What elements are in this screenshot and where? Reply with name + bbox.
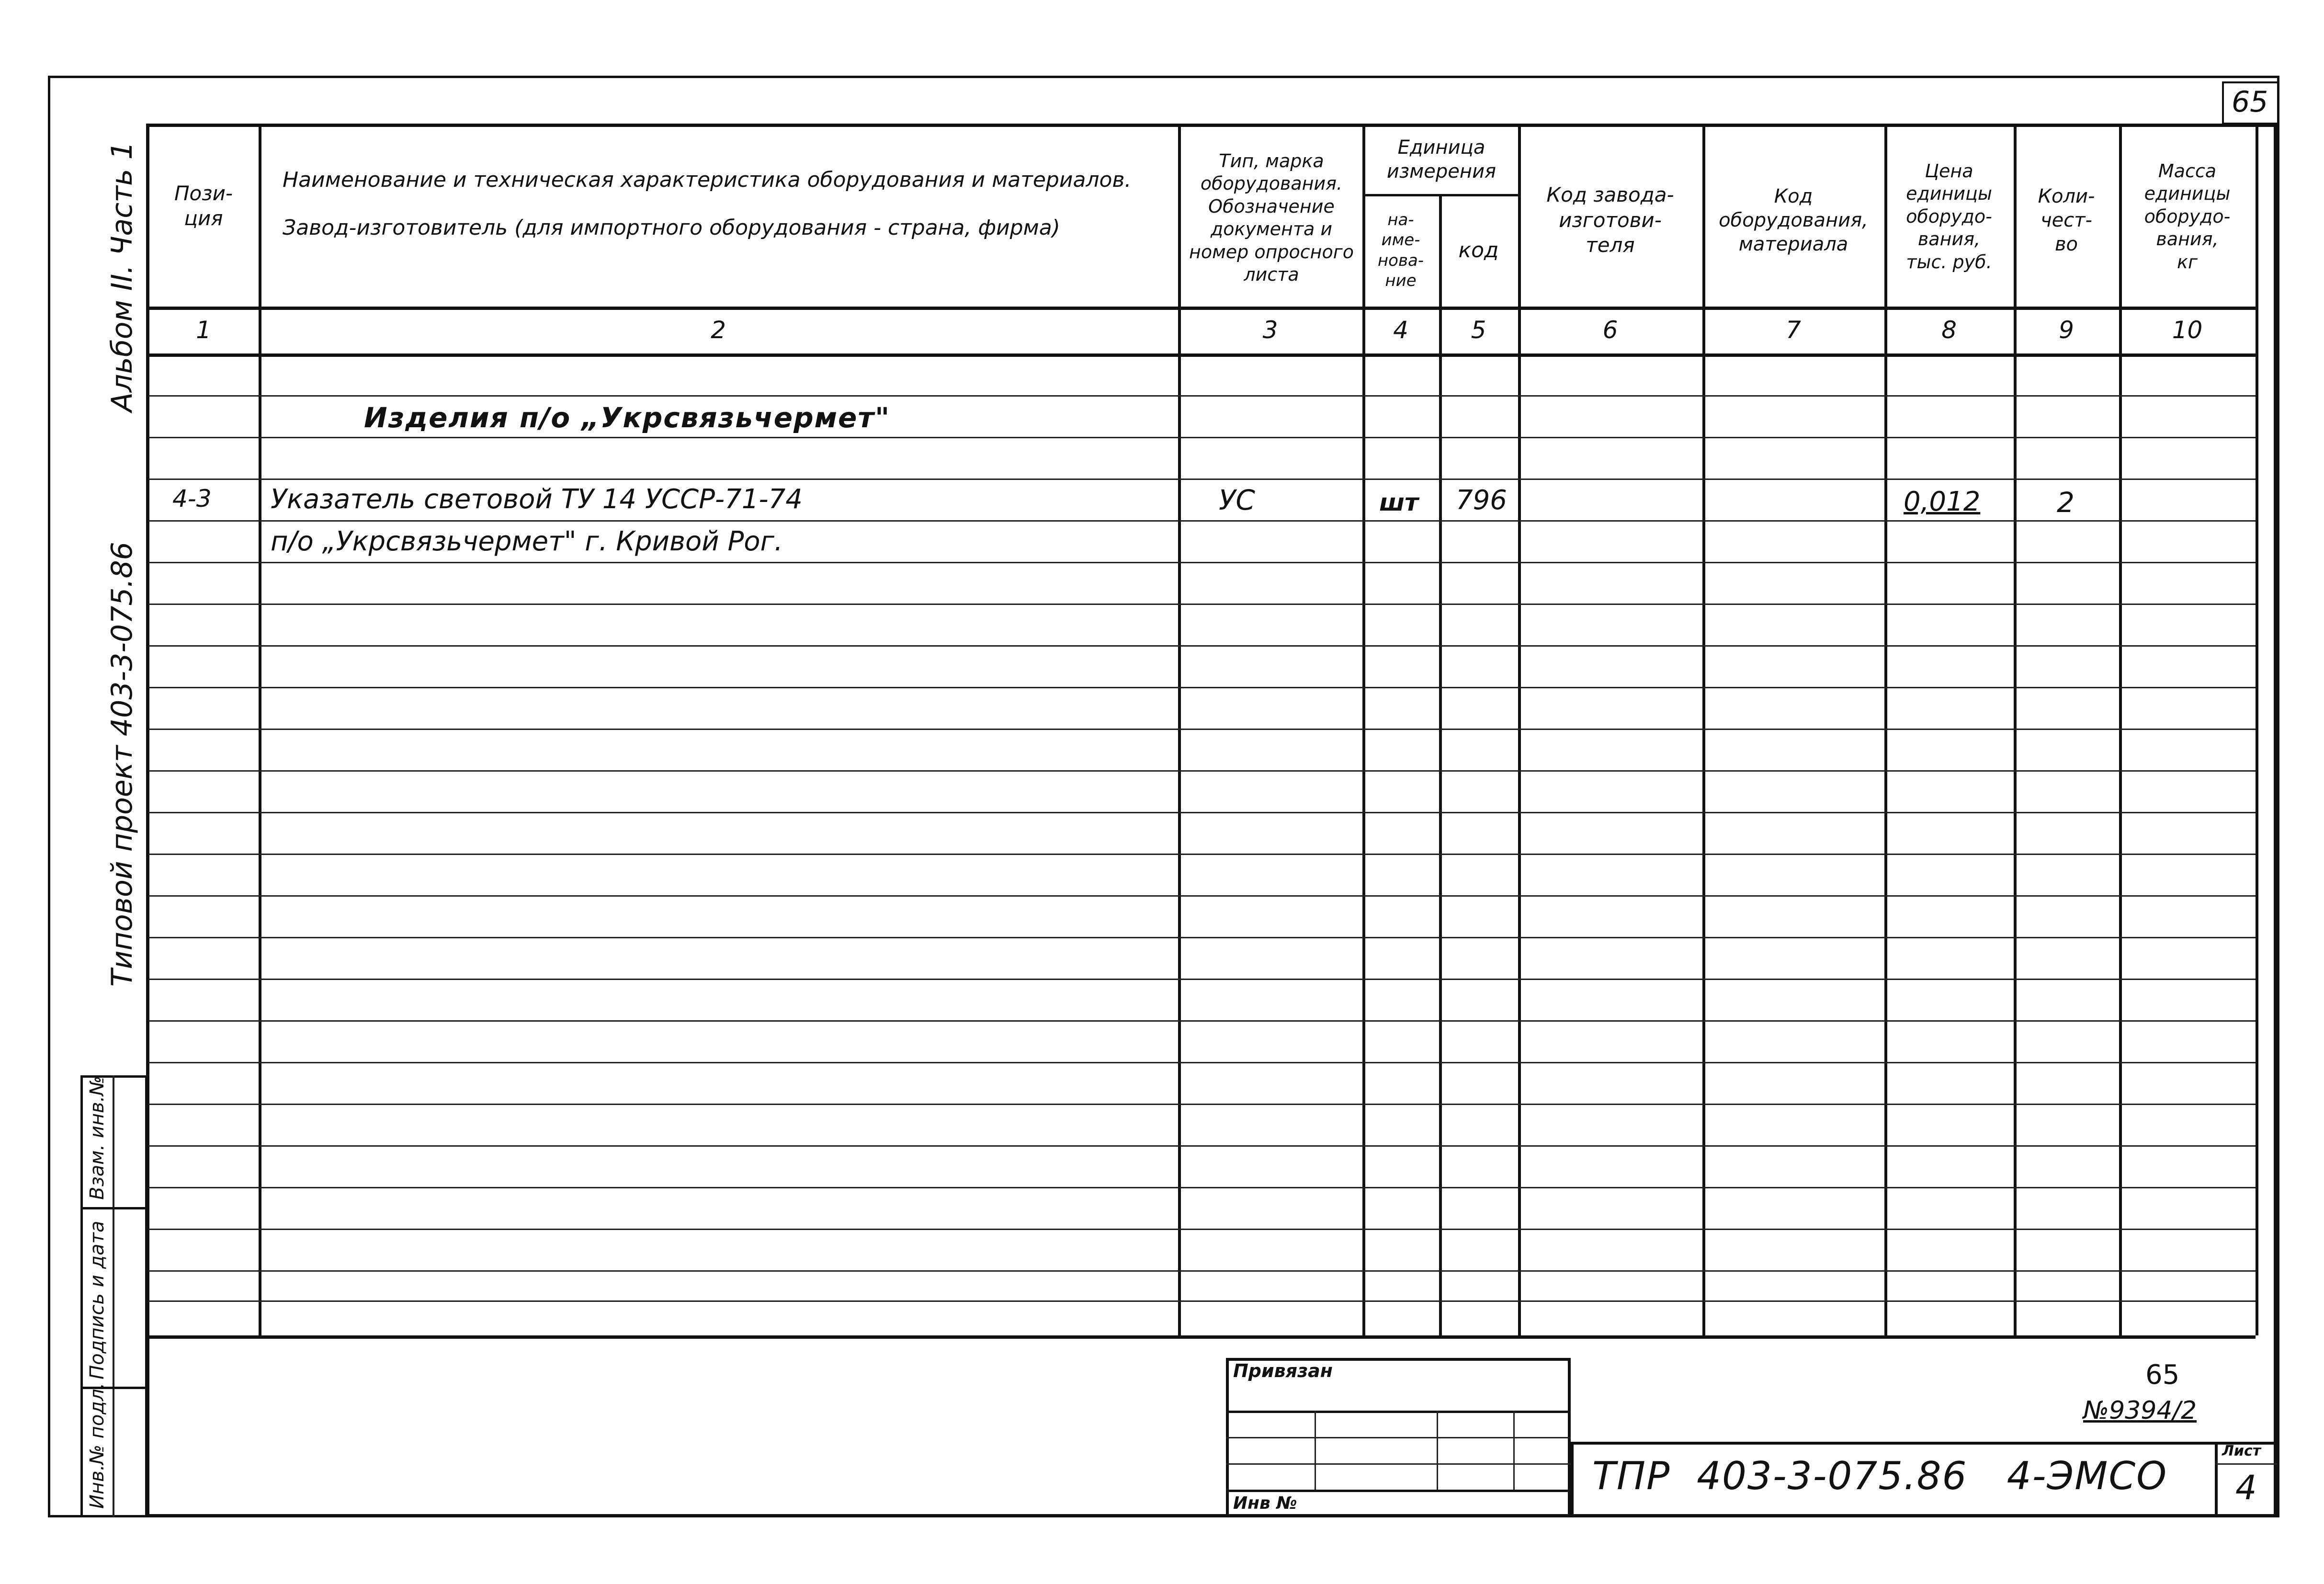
col-number-3: 3 bbox=[1262, 316, 1278, 344]
row-line-20 bbox=[148, 1187, 2256, 1188]
table-col-line-10 bbox=[2256, 124, 2258, 1335]
col-number-9: 9 bbox=[2059, 316, 2074, 344]
row-line-2 bbox=[148, 437, 2256, 438]
row-line-9 bbox=[148, 729, 2256, 730]
col-number-5: 5 bbox=[1471, 316, 1486, 344]
row-line-8 bbox=[148, 687, 2256, 688]
col-number-7: 7 bbox=[1786, 316, 1801, 344]
row-line-16 bbox=[148, 1020, 2256, 1022]
header-factory-code: Код завода- изготови- теля bbox=[1546, 183, 1674, 257]
corner-sheet-number: 65 bbox=[2232, 85, 2268, 119]
row-line-10 bbox=[148, 770, 2256, 772]
header-unit-code: код bbox=[1458, 238, 1499, 262]
header-unit-name: на- име- нова- ние bbox=[1377, 210, 1424, 290]
col-number-6: 6 bbox=[1602, 316, 1618, 344]
approval-label: Привязан bbox=[1233, 1360, 1333, 1381]
header-quantity: Коли- чест- во bbox=[2038, 185, 2095, 255]
row-line-11 bbox=[148, 812, 2256, 813]
stamp-column-divider bbox=[113, 1075, 114, 1517]
col-number-8: 8 bbox=[1941, 316, 1957, 344]
row-line-22 bbox=[148, 1270, 2256, 1272]
approval-col-line-2 bbox=[1437, 1411, 1438, 1490]
row-line-3 bbox=[148, 479, 2256, 480]
item-price: 0,012 bbox=[1904, 486, 1981, 517]
stamp-label-inv-podl: Инв.№ подл. bbox=[86, 1382, 108, 1509]
approval-row-line-3 bbox=[1226, 1463, 1571, 1465]
order-number: №9394/2 bbox=[2083, 1396, 2197, 1425]
item-name-line1: Указатель световой ТУ 14 УССР-71-74 bbox=[271, 484, 803, 515]
row-line-21 bbox=[148, 1229, 2256, 1230]
row-line-15 bbox=[148, 979, 2256, 980]
row-line-14 bbox=[148, 937, 2256, 938]
header-unit-group: Единица измерения bbox=[1386, 137, 1496, 182]
item-type: УС bbox=[1219, 484, 1255, 516]
item-quantity: 2 bbox=[2057, 486, 2075, 519]
header-name-line2: Завод-изготовитель (для импортного оборудования - страна, фирма) bbox=[283, 216, 1060, 240]
row-line-13 bbox=[148, 895, 2256, 897]
sheet-label: Лист bbox=[2222, 1443, 2261, 1459]
document-designation: ТПР 403-3-075.86 4-ЭМСО bbox=[1592, 1454, 2168, 1498]
row-line-5 bbox=[148, 562, 2256, 563]
item-position: 4-3 bbox=[172, 485, 212, 513]
header-bottom-line bbox=[148, 307, 2256, 310]
item-unit-code: 796 bbox=[1456, 485, 1507, 516]
stamp-row-line-1 bbox=[80, 1207, 147, 1209]
sheet-number: 4 bbox=[2235, 1468, 2257, 1507]
table-bottom-line bbox=[148, 1335, 2256, 1339]
col-number-4: 4 bbox=[1393, 316, 1408, 344]
inv-no-label: Инв № bbox=[1233, 1493, 1297, 1513]
row-line-18 bbox=[148, 1104, 2256, 1105]
approval-row-line-1 bbox=[1226, 1411, 1571, 1413]
row-line-12 bbox=[148, 854, 2256, 855]
approval-col-line-3 bbox=[1513, 1411, 1515, 1490]
row-line-7 bbox=[148, 645, 2256, 647]
header-position: Пози- ция bbox=[174, 181, 233, 230]
col-number-2: 2 bbox=[711, 316, 726, 344]
header-type-mark: Тип, марка оборудования. Обозначение документа и номер опросного листа bbox=[1189, 150, 1354, 285]
item-unit: шт bbox=[1379, 489, 1419, 516]
approval-row-line-2 bbox=[1226, 1437, 1571, 1438]
sheet-box-divider bbox=[2215, 1442, 2218, 1517]
row-line-6 bbox=[148, 604, 2256, 605]
section-title: Изделия п/о „Укрсвязьчермет" bbox=[364, 401, 891, 434]
page-number: 65 bbox=[2145, 1359, 2180, 1390]
header-unit-price: Цена единицы оборудо- вания, тыс. руб. bbox=[1906, 160, 1992, 273]
sheet-box-line bbox=[2215, 1463, 2277, 1465]
col-number-10: 10 bbox=[2172, 316, 2203, 344]
row-line-23 bbox=[148, 1300, 2256, 1302]
header-equipment-code: Код оборудования, материала bbox=[1719, 185, 1868, 255]
row-line-4 bbox=[148, 520, 2256, 522]
approval-col-line-1 bbox=[1315, 1411, 1316, 1490]
header-unit-mass: Масса единицы оборудо- вания, кг bbox=[2144, 160, 2231, 273]
table-col-line-4 bbox=[1439, 194, 1442, 1335]
stamp-label-vzam: Взам. инв.№ bbox=[86, 1076, 108, 1200]
row-line-1 bbox=[148, 395, 2256, 397]
side-label-project: Типовой проект 403-3-075.86 bbox=[105, 542, 139, 987]
row-line-17 bbox=[148, 1062, 2256, 1063]
row-line-19 bbox=[148, 1145, 2256, 1147]
side-label-album: Альбом II. Часть 1 bbox=[105, 141, 139, 412]
column-number-row-bottom bbox=[148, 353, 2256, 357]
stamp-label-podpis: Подпись и дата bbox=[86, 1220, 108, 1379]
col-number-1: 1 bbox=[196, 316, 211, 344]
header-name-line1: Наименование и техническая характеристика оборудования и материалов. bbox=[283, 168, 1132, 192]
item-name-line2: п/о „Укрсвязьчермет" г. Кривой Рог. bbox=[271, 526, 783, 557]
approval-row-line-4 bbox=[1226, 1490, 1571, 1492]
